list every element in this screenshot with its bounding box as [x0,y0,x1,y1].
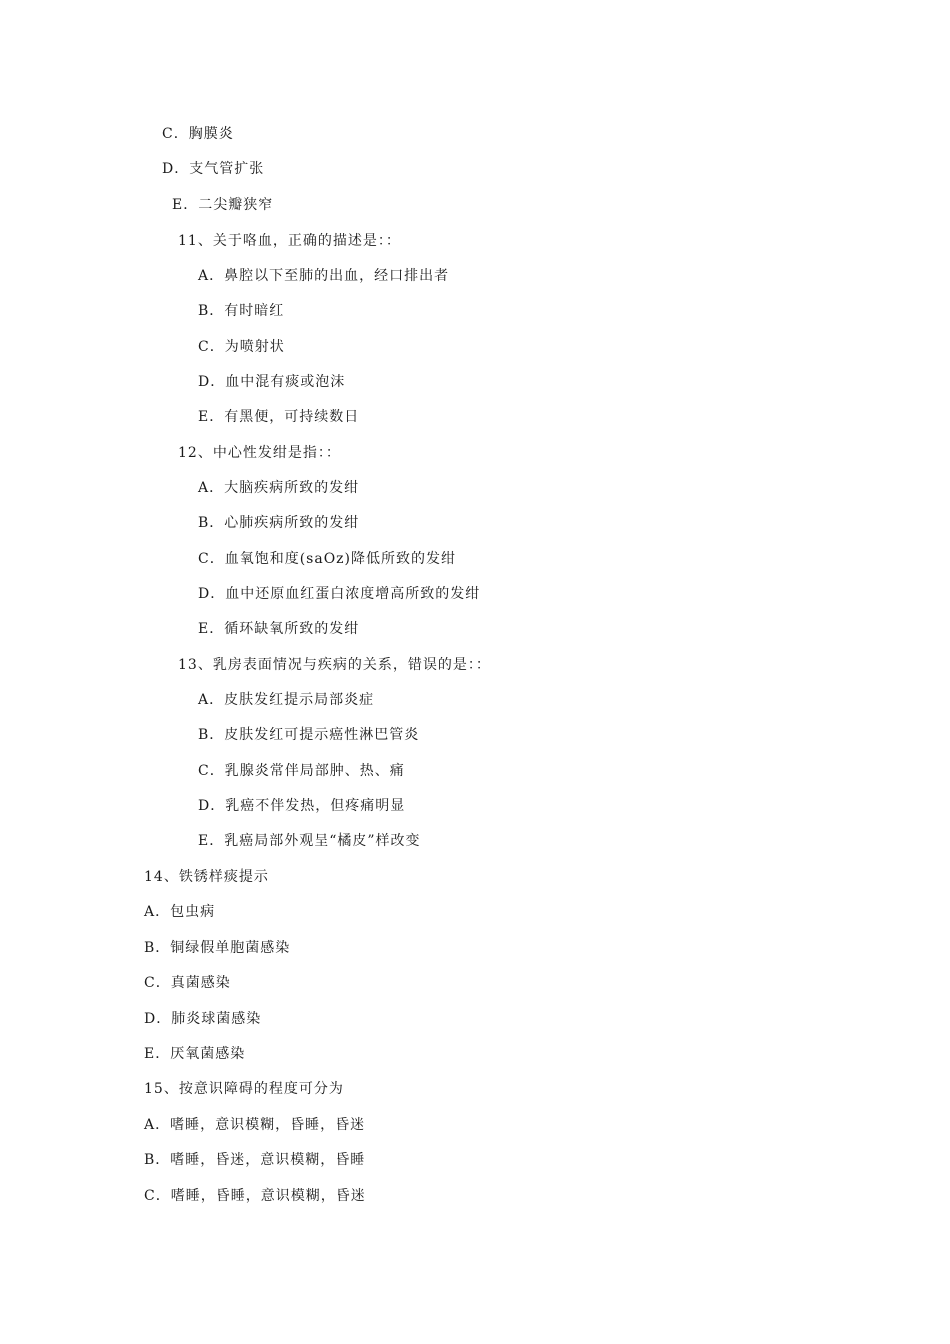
option-d-q14: D．肺炎球菌感染 [144,1011,262,1027]
option-d-q11: D．血中混有痰或泡沫 [198,374,346,390]
option-d-q10: D．支气管扩张 [162,161,265,177]
question-15: 15、按意识障碍的程度可分为 [144,1081,344,1097]
option-c-q12: C．血氧饱和度(saOz)降低所致的发绀 [198,551,457,567]
option-e-q14: E．厌氧菌感染 [144,1046,246,1062]
option-c-q15: C．嗜睡，昏睡，意识模糊，昏迷 [144,1188,366,1204]
option-a-q14: A．包虫病 [144,904,216,920]
option-b-q12: B．心肺疾病所致的发绀 [198,515,360,531]
option-d-q13: D．乳癌不伴发热，但疼痛明显 [198,798,406,814]
option-e-q12: E．循环缺氧所致的发绀 [198,621,360,637]
option-b-q15: B．嗜睡，昏迷，意识模糊，昏睡 [144,1152,366,1168]
option-a-q11: A．鼻腔以下至肺的出血，经口排出者 [198,268,450,284]
option-c-q13: C．乳腺炎常伴局部肿、热、痛 [198,763,405,779]
option-c-q11: C．为喷射状 [198,339,285,355]
question-11: 11、关于咯血，正确的描述是：： [178,233,401,249]
option-a-q13: A．皮肤发红提示局部炎症 [198,692,375,708]
option-d-q12: D．血中还原血红蛋白浓度增高所致的发绀 [198,586,481,602]
option-b-q13: B．皮肤发红可提示癌性淋巴管炎 [198,727,420,743]
option-a-q15: A．嗜睡，意识模糊，昏睡，昏迷 [144,1117,366,1133]
option-e-q13: E．乳癌局部外观呈“橘皮”样改变 [198,833,421,849]
option-c-q10: C．胸膜炎 [162,126,234,142]
option-a-q12: A．大脑疾病所致的发绀 [198,480,360,496]
option-b-q14: B．铜绿假单胞菌感染 [144,940,291,956]
option-e-q10: E．二尖瓣狭窄 [172,197,274,213]
option-c-q14: C．真菌感染 [144,975,231,991]
question-14: 14、铁锈样痰提示 [144,869,269,885]
option-b-q11: B．有时暗红 [198,303,285,319]
option-e-q11: E．有黑便，可持续数日 [198,409,360,425]
question-13: 13、乳房表面情况与疾病的关系，错误的是：： [178,657,491,673]
question-12: 12、中心性发绀是指：： [178,445,341,461]
